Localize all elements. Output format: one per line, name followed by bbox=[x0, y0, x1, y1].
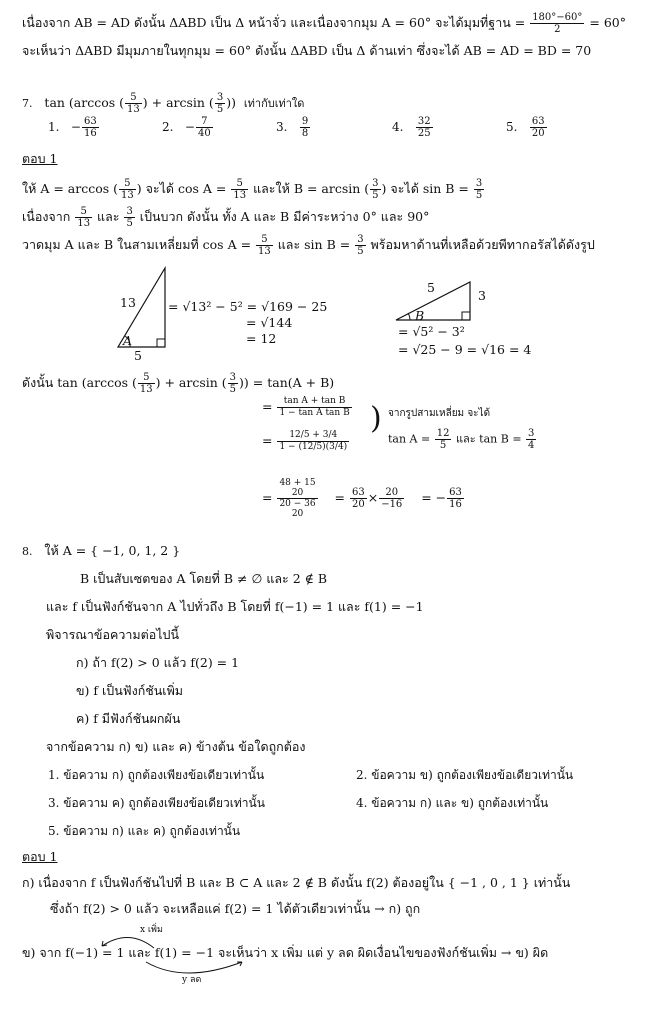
q8-line-3: และ f เป็นฟังก์ชันจาก A ไปทั่วถึง B โดยที่ f(−1) = 1 และ f(1) = −1 bbox=[46, 599, 424, 614]
q8-choice-1: 1. ข้อความ ก) ถูกต้องเพียงข้อเดียวเท่านั้น bbox=[48, 768, 265, 782]
triangle-b-calc-2: = √25 − 9 = √16 = 4 bbox=[398, 342, 532, 357]
triangle-a-calc-2: = √144 bbox=[246, 315, 293, 330]
q8-choice-4: 4. ข้อความ ก) และ ข) ถูกต้องเท่านั้น bbox=[356, 796, 549, 810]
triangle-b-diagram bbox=[390, 276, 490, 326]
q8-line-1: 8. ให้ A = { −1, 0, 1, 2 } bbox=[22, 543, 181, 558]
triangle-a-hyp: 13 bbox=[120, 295, 136, 310]
q8-statement-a: ก) ถ้า f(2) > 0 แล้ว f(2) = 1 bbox=[76, 655, 240, 670]
q7-choice-5: 5. $\frac{63}{20}$ bbox=[506, 116, 545, 139]
triangle-b-angle: B bbox=[415, 308, 425, 323]
arc-label-x: x เพิ่ม bbox=[140, 925, 163, 935]
triangle-a-angle: A bbox=[123, 333, 133, 348]
q7-note-1: จากรูปสามเหลี่ยม จะได้ bbox=[388, 408, 491, 419]
triangle-b-side: 3 bbox=[478, 288, 486, 303]
arc-label-y: y ลด bbox=[182, 975, 202, 985]
q8-choice-3: 3. ข้อความ ค) ถูกต้องเพียงข้อเดียวเท่านั้น bbox=[48, 796, 265, 810]
q8-explain-1: ก) เนื่องจาก f เป็นฟังก์ชันไปที่ B และ B ⊂ A และ 2 ∉ B ดังนั้น f(2) ต้องอยู่ใน { −1 , 0 , 1 } เท่านั้น bbox=[22, 875, 571, 890]
q7-step-1: ให้ A = arccos ( $\frac{5}{13}$ ) จะได้ cos A = $\frac{5}{13}$ และให้ B = arcsin ( $\frac{3}{5}$ ) จะได้ sin B = $\frac{3}{5}$ bbox=[22, 178, 483, 201]
q7-step-3: วาดมุม A และ B ในสามเหลี่ยมที่ cos A = $\frac{5}{13}$ และ sin B = $\frac{3}{5}$ พร้อมหาด้านที่เหลือด้วยพีทากอรัสได้ดังรูป bbox=[22, 234, 595, 257]
triangle-a-base: 5 bbox=[134, 348, 142, 363]
q7-choice-1: 1. − $\frac{63}{16}$ bbox=[48, 116, 97, 139]
q7-choice-2: 2. − $\frac{7}{40}$ bbox=[162, 116, 211, 139]
triangle-a-calc-1: = √13² − 5² = √169 − 25 bbox=[168, 299, 328, 314]
q7-answer: ตอบ 1 bbox=[22, 151, 58, 166]
q7-step-frac-1: = $\frac{\text{tan A + tan B}}{\text{1 − tan A tan B}}$ bbox=[262, 396, 350, 418]
q7-note-2: tan A = $\frac{12}{5}$ และ tan B = $\frac{3}{4}$ bbox=[388, 428, 535, 451]
q7-step-2: เนื่องจาก $\frac{5}{13}$ และ $\frac{3}{5}$ เป็นบวก ดังนั้น ทั้ง A และ B มีค่าระหว่าง 0° และ 90° bbox=[22, 206, 430, 229]
q8-explain-3: ข) จาก f(−1) = 1 และ f(1) = −1 จะเห็นว่า x เพิ่ม แต่ y ลด ผิดเงื่อนไขของฟังก์ชันเพิ่ม → ข) ผิด bbox=[22, 945, 549, 960]
q7-note-brace: ) bbox=[370, 401, 382, 436]
q8-statement-c: ค) f มีฟังก์ชันผกผัน bbox=[76, 711, 181, 726]
q8-statement-b: ข) f เป็นฟังก์ชันเพิ่ม bbox=[76, 683, 184, 698]
q8-answer: ตอบ 1 bbox=[22, 849, 58, 864]
intro-line-1: เนื่องจาก AB = AD ดังนั้น ΔABD เป็น Δ หน้าจั่ว และเนื่องจากมุม A = 60° จะได้มุมที่ฐาน = $\frac{180^\circ-60^\circ}{2}$ = 60° bbox=[22, 12, 626, 35]
q8-line-4: พิจารณาข้อความต่อไปนี้ bbox=[46, 627, 179, 642]
triangle-b-calc-1: = √5² − 3² bbox=[398, 324, 465, 339]
q8-line-5: จากข้อความ ก) ข) และ ค) ข้างต้น ข้อใดถูกต้อง bbox=[46, 739, 306, 754]
triangle-b-hyp: 5 bbox=[427, 280, 435, 295]
intro-line-2: จะเห็นว่า ΔABD มีมุมภายในทุกมุม = 60° ดังนั้น ΔABD เป็น Δ ด้านเท่า ซึ่งจะได้ AB = AD = BD = 70 bbox=[22, 43, 592, 58]
q8-choice-2: 2. ข้อความ ข) ถูกต้องเพียงข้อเดียวเท่านั้น bbox=[356, 768, 574, 782]
q8-choice-5: 5. ข้อความ ก) และ ค) ถูกต้องเท่านั้น bbox=[48, 824, 241, 838]
q7-step-frac-3: = 48 + 15 20 20 − 36 20 = $\frac{63}{20}$ × $\frac{20}{-16}$ = − $\frac{63}{16}$ bbox=[262, 478, 462, 519]
q7-choice-4: 4. $\frac{32}{25}$ bbox=[392, 116, 431, 139]
q8-line-2: B เป็นสับเซตของ A โดยที่ B ≠ ∅ และ 2 ∉ B bbox=[80, 571, 328, 586]
q8-explain-2: ซึ่งถ้า f(2) > 0 แล้ว จะเหลือแค่ f(2) = 1 ได้ตัวเดียวเท่านั้น → ก) ถูก bbox=[50, 901, 421, 916]
q7-step-frac-2: = $\frac{12/5 + 3/4}{1 - (12/5)(3/4)}$ bbox=[262, 430, 348, 452]
q7-question: 7. tan (arccos ( $\frac{5}{13}$ ) + arcsin ( $\frac{3}{5}$ )) เท่ากับเท่าใด bbox=[22, 92, 305, 115]
q7-conclusion: ดังนั้น tan (arccos ( $\frac{5}{13}$ ) + arcsin ( $\frac{3}{5}$ )) = tan(A + B) bbox=[22, 372, 335, 395]
q7-choice-3: 3. $\frac{9}{8}$ bbox=[276, 116, 309, 139]
triangle-a-calc-3: = 12 bbox=[246, 331, 277, 346]
